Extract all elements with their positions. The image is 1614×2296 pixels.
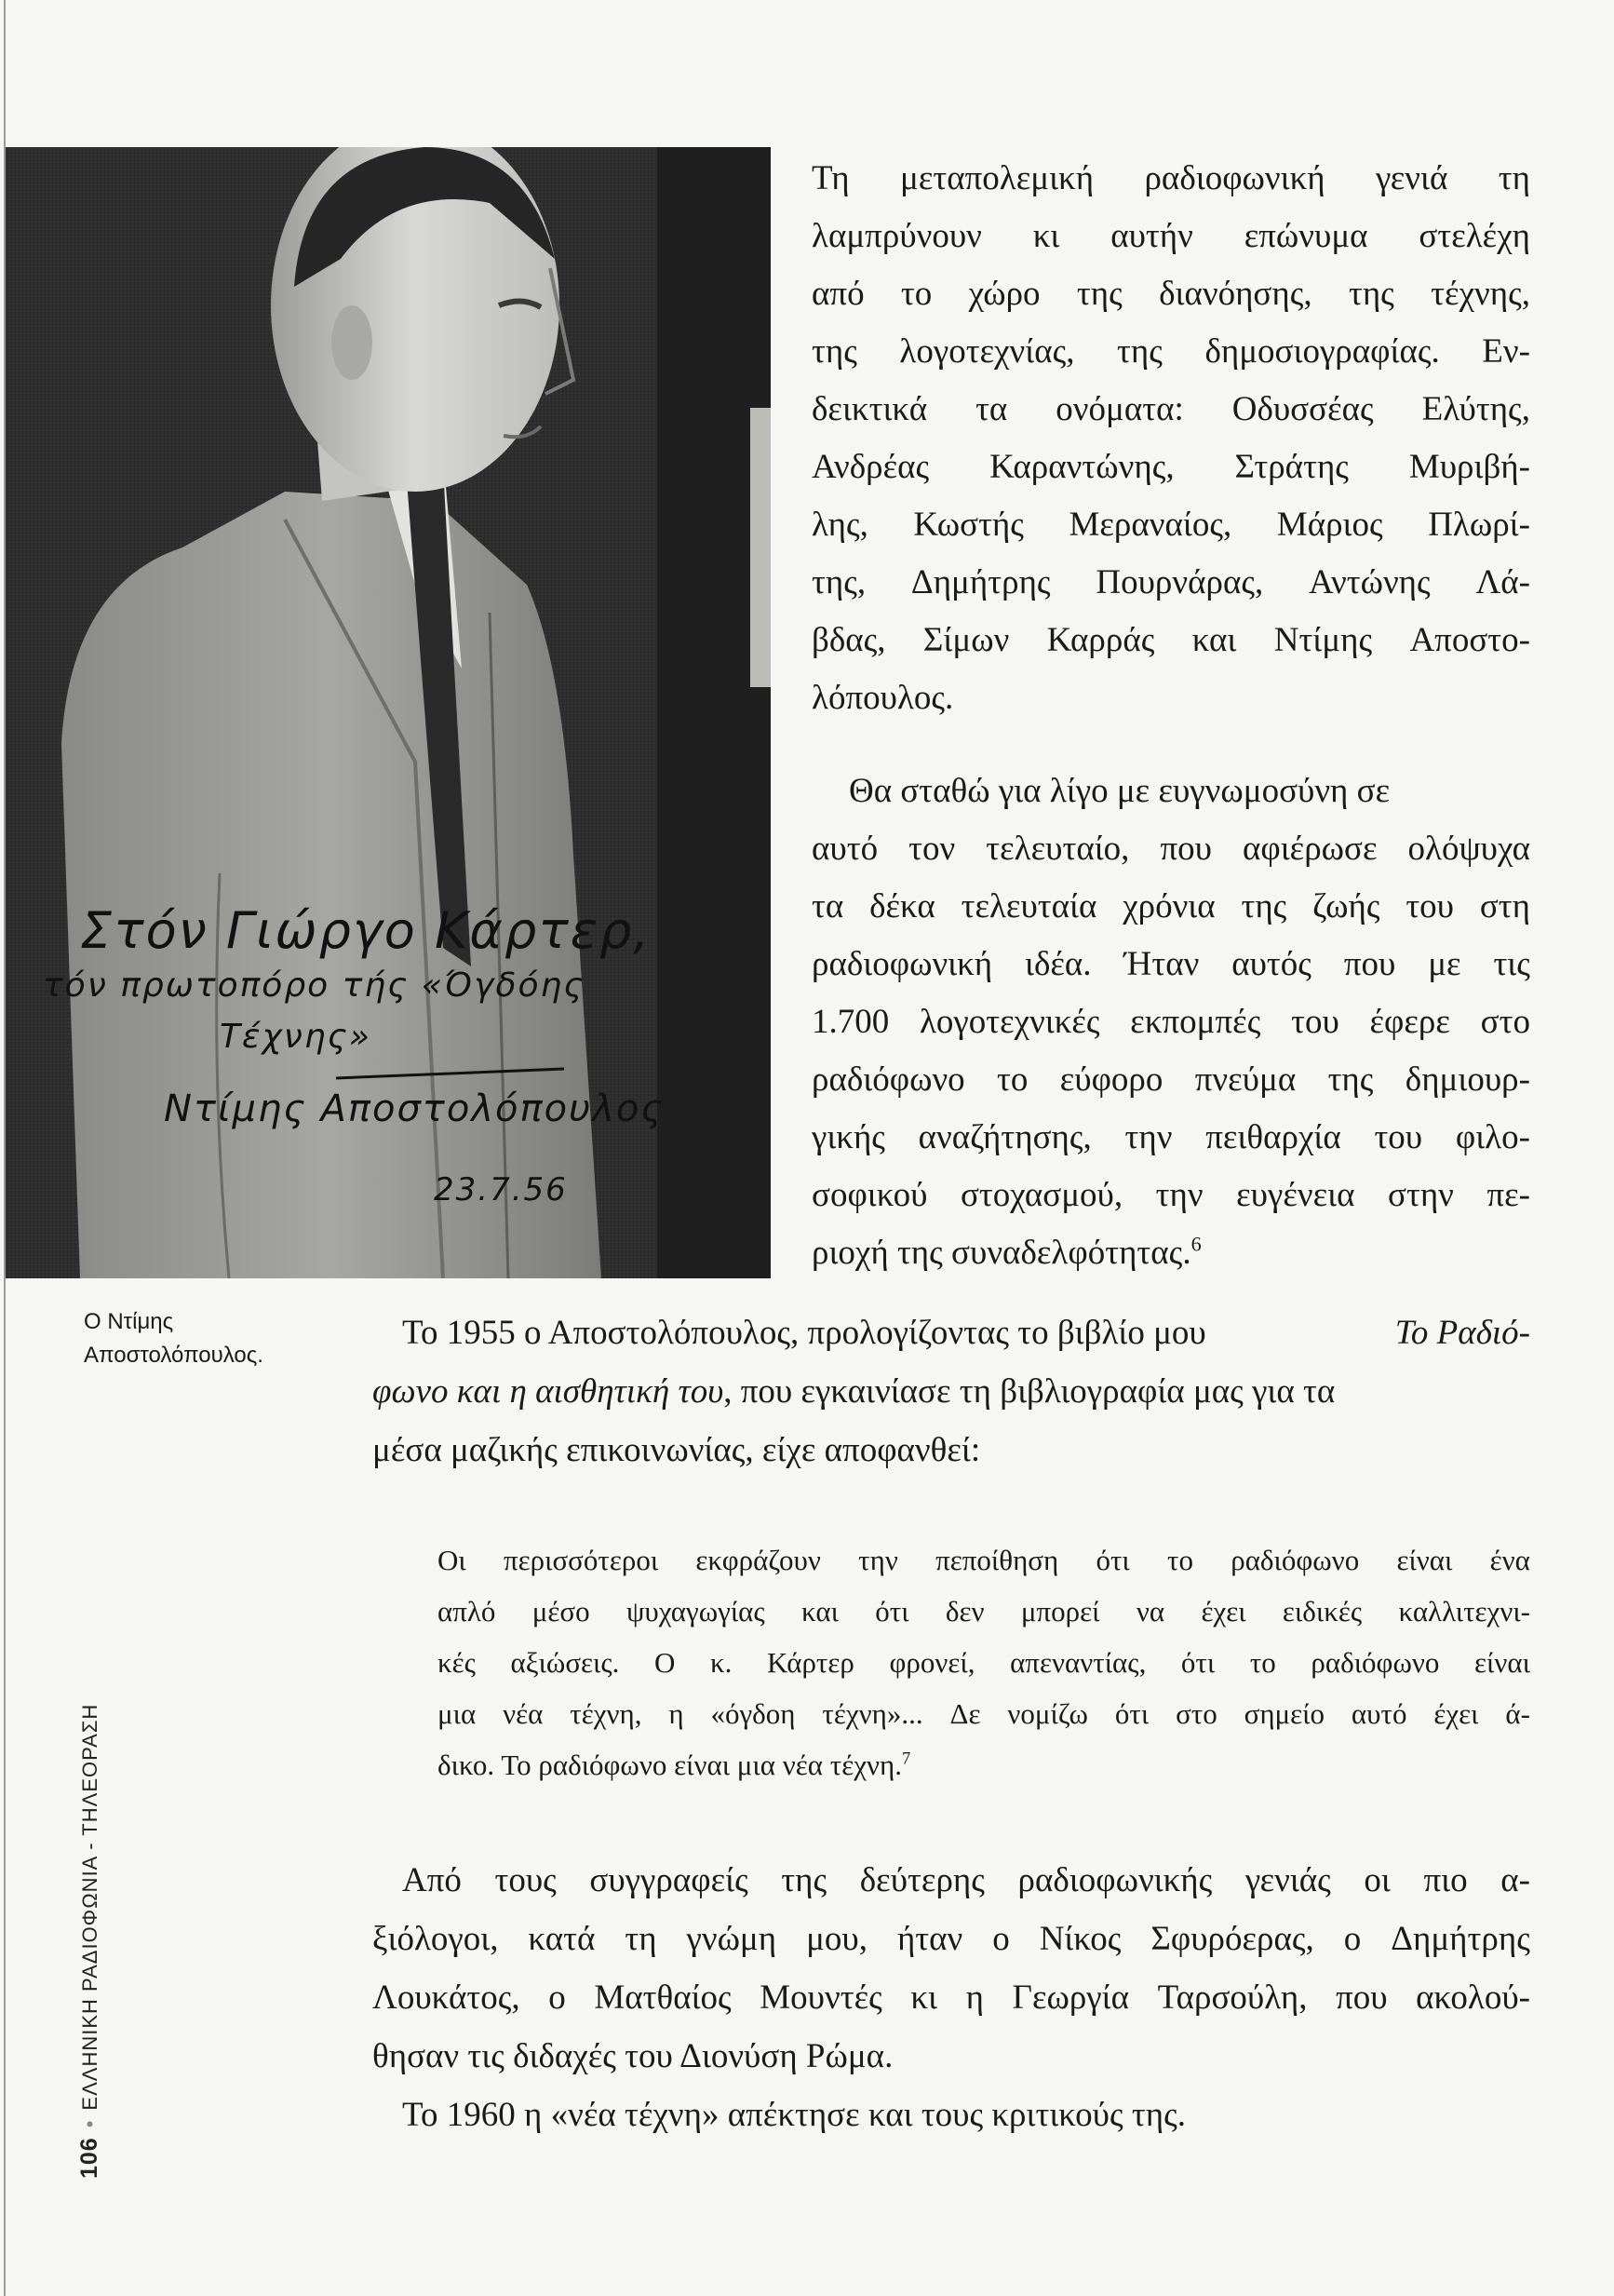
word: δέκα — [869, 887, 935, 925]
word: μεταπολεμική — [899, 159, 1095, 197]
word: ραδιόφωνο — [812, 1060, 965, 1099]
text-line — [812, 888, 1530, 925]
word: επώνυμα — [1244, 217, 1368, 255]
word: χώρο — [968, 275, 1041, 313]
word: Ελύτης, — [1421, 390, 1530, 428]
text-line — [812, 333, 1530, 371]
word: έφερε — [1369, 1003, 1450, 1041]
text-line: Το 1960 η «νέα τέχνη» απέκτησε και τους κριτικούς της. — [402, 2096, 1186, 2134]
word: στη — [1479, 887, 1530, 925]
word: λης, — [812, 506, 868, 544]
word: η — [965, 1979, 984, 2017]
dedication-line-2: τόν πρωτοπόρο τής «Όγδόης — [43, 966, 585, 1005]
word: μου, — [806, 1920, 868, 1958]
text-line — [812, 276, 1530, 313]
word: αυτός — [1231, 945, 1311, 983]
word: Δε — [949, 1697, 981, 1730]
word: τελευταίο, — [986, 830, 1130, 868]
text-line — [812, 622, 1530, 659]
word: Μάριος — [1276, 506, 1383, 544]
word: βδας, — [812, 621, 886, 659]
word: Αντώνης — [1309, 563, 1431, 601]
word: Μουντές — [760, 1979, 882, 2017]
quote-line-content: δικο. Το ραδιόφωνο είναι μια νέα τέχνη. — [437, 1749, 902, 1781]
word: δεν — [945, 1595, 985, 1627]
text-line: λόπουλος. — [812, 679, 954, 717]
word: το — [900, 275, 933, 313]
word: Γεωργία — [1012, 1979, 1129, 2017]
word: κ. — [710, 1646, 733, 1679]
word: Κωστής — [913, 506, 1024, 544]
word: να — [1136, 1595, 1165, 1627]
word: της — [1327, 1060, 1374, 1099]
word: πε- — [1486, 1176, 1530, 1214]
word: 1.700 — [812, 1003, 890, 1041]
word: εκφράζουν — [695, 1544, 821, 1576]
word: δημιουρ- — [1405, 1060, 1530, 1099]
word: εκπομπές — [1130, 1003, 1261, 1041]
word: ευγένεια — [1236, 1176, 1355, 1214]
text-line — [812, 1119, 1530, 1156]
word: ζωής — [1312, 887, 1380, 925]
word: ψυχαγωγίας — [625, 1595, 765, 1627]
word: του — [1291, 1003, 1339, 1041]
word: Νίκος — [1039, 1920, 1122, 1958]
text-line — [812, 506, 1530, 544]
word: Καραντώνης, — [989, 448, 1175, 486]
word: Πλωρί- — [1428, 506, 1530, 544]
word: Τη — [812, 159, 850, 197]
word: Εν- — [1482, 332, 1530, 371]
word: λογοτεχνικές — [919, 1003, 1100, 1041]
word: την — [1155, 1176, 1204, 1214]
word: ακολού- — [1416, 1979, 1530, 2017]
word: Ματθαίος — [594, 1979, 732, 2017]
word: Δημήτρης — [910, 563, 1051, 601]
word: μια — [437, 1697, 477, 1730]
word: Από — [402, 1861, 462, 1899]
text-line — [812, 1232, 1202, 1272]
word: ραδιοφωνική — [812, 945, 993, 983]
word: τον — [908, 830, 956, 868]
word: λαμπρύνουν — [812, 217, 982, 255]
word: Ο — [654, 1646, 676, 1679]
text-line — [812, 1061, 1530, 1099]
word: ότι — [1180, 1646, 1216, 1679]
quote-line — [437, 1644, 1530, 1681]
word: αφιέρωσε — [1242, 830, 1378, 868]
word: ραδιόφωνο — [1231, 1544, 1360, 1576]
word: τη — [1498, 159, 1530, 197]
text-line — [812, 831, 1530, 868]
word: αξιώσεις. — [510, 1646, 620, 1679]
word: τέχνη»... — [822, 1697, 923, 1730]
word: ονόματα: — [1056, 390, 1184, 428]
word: σοφικού — [812, 1176, 928, 1214]
word: ότι — [875, 1595, 909, 1627]
word: αυτήν — [1110, 217, 1193, 255]
book-title-part-2: φωνο και η αισθητική του — [372, 1372, 724, 1411]
word: ήταν — [896, 1920, 963, 1958]
text-line — [812, 564, 1530, 601]
word: Σίμων — [922, 621, 1010, 659]
word: της — [781, 1861, 827, 1899]
dedication-line-3: Τέχνης» — [220, 1018, 372, 1056]
word: γενιά — [1376, 159, 1448, 197]
word: φιλο- — [1455, 1118, 1530, 1156]
word: που — [1336, 1979, 1388, 2017]
word: η — [668, 1697, 684, 1730]
quote-line — [437, 1747, 910, 1784]
text-line: μέσα μαζικής επικοινωνίας, είχε αποφανθεί: — [372, 1431, 981, 1469]
word: τελευταία — [961, 887, 1097, 925]
word: της — [1241, 887, 1287, 925]
word: κι — [910, 1979, 937, 2017]
text-line — [812, 1177, 1530, 1214]
word: μέσο — [531, 1595, 590, 1627]
word: ότι — [1096, 1544, 1130, 1576]
text-line — [812, 449, 1530, 486]
text-line — [812, 1004, 1530, 1041]
word: ολόψυχα — [1407, 830, 1530, 868]
text-line — [402, 1315, 1530, 1352]
word: ο — [992, 1920, 1010, 1958]
word: πειθαρχία — [1205, 1118, 1341, 1156]
text-line: Θα σταθώ για λίγο με ευγνωμοσύνη σε — [849, 772, 1391, 810]
word: έχει — [1433, 1697, 1479, 1730]
text-segment: , που εγκαινίασε τη βιβλιογραφία μας για τα — [723, 1372, 1336, 1411]
word: λογοτεχνίας, — [899, 332, 1075, 371]
page-number: 106 — [76, 2137, 102, 2179]
text-line-content: ριοχή της συναδελφότητας. — [812, 1234, 1191, 1272]
word: Λουκάτος, — [372, 1979, 520, 2017]
word: «όγδοη — [710, 1697, 796, 1730]
word: στο — [1176, 1697, 1217, 1730]
word: τα — [812, 887, 844, 925]
word: τέχνης, — [1431, 275, 1530, 313]
word: Μεραναίος, — [1069, 506, 1232, 544]
word: Ανδρέας — [812, 448, 930, 486]
footnote-marker: 7 — [902, 1749, 911, 1769]
word: απλό — [437, 1595, 496, 1627]
word: Ταρσούλη, — [1157, 1979, 1308, 2017]
dedication-line-1: Στόν Γιώργο Κάρτερ, — [80, 901, 652, 960]
word: σημείο — [1244, 1697, 1325, 1730]
dedication-date: 23.7.56 — [434, 1171, 568, 1209]
word: νομίζω — [1007, 1697, 1088, 1730]
running-head — [76, 1704, 103, 2179]
word: ραδιοφωνική — [1144, 159, 1325, 197]
word: Πουρνάρας, — [1096, 563, 1264, 601]
word: την — [1124, 1118, 1173, 1156]
word: Στράτης — [1234, 448, 1349, 486]
word: Δημήτρης — [1391, 1920, 1530, 1958]
word: τα — [975, 390, 1008, 428]
word: Ήταν — [1123, 945, 1200, 983]
quote-line — [437, 1542, 1530, 1579]
word: της — [1348, 275, 1394, 313]
word: δεικτικά — [812, 390, 928, 428]
word: διανόησης, — [1159, 275, 1312, 313]
word: στοχασμού, — [960, 1176, 1123, 1214]
word: τις — [1493, 945, 1530, 983]
word: δημοσιογραφίας. — [1204, 332, 1440, 371]
word: Λά- — [1475, 563, 1530, 601]
text-line — [812, 160, 1530, 197]
word: συγγραφείς — [589, 1861, 748, 1899]
word: αυτό — [812, 830, 879, 868]
word: φρονεί, — [889, 1646, 975, 1679]
word: καλλιτεχνι- — [1398, 1595, 1530, 1627]
word: περισσότεροι — [503, 1544, 659, 1576]
word: ά- — [1505, 1697, 1530, 1730]
word: την — [858, 1544, 898, 1576]
quote-line — [437, 1593, 1530, 1630]
word: της — [1076, 275, 1123, 313]
word: που — [1343, 945, 1396, 983]
bullet-separator: • — [78, 2119, 101, 2128]
word: ένα — [1489, 1544, 1530, 1576]
word: το — [997, 1060, 1029, 1099]
word: οι — [1364, 1861, 1391, 1899]
book-title: ΕΛΛΗΝΙΚΗ ΡΑΔΙΟΦΩΝΙΑ - ΤΗΛΕΟΡΑΣΗ — [78, 1703, 101, 2111]
word: νέα — [503, 1697, 544, 1730]
book-title-part-1: Το Ραδιό- — [1394, 1314, 1530, 1352]
word: Κάρτερ — [766, 1646, 854, 1679]
word: στελέχη — [1419, 217, 1530, 255]
word: α- — [1500, 1861, 1530, 1899]
word: Οι — [437, 1544, 466, 1576]
word: αυτό — [1351, 1697, 1407, 1730]
photo-caption — [84, 1305, 263, 1372]
portrait-photo — [6, 147, 771, 1278]
word: που — [1160, 830, 1212, 868]
word: απεναντίας, — [1010, 1646, 1147, 1679]
text-line — [812, 946, 1530, 983]
word: και — [1191, 621, 1237, 659]
word: ραδιοφωνικής — [1017, 1861, 1213, 1899]
word: Οδυσσέας — [1231, 390, 1374, 428]
word: στο — [1480, 1003, 1530, 1041]
word: στην — [1388, 1176, 1454, 1214]
word: ξιόλογοι, — [372, 1920, 499, 1958]
text-line — [372, 1979, 1530, 2017]
word: πεποίθηση — [935, 1544, 1059, 1576]
word: τέχνη, — [570, 1697, 642, 1730]
word: της — [1117, 332, 1163, 371]
word: χρόνια — [1123, 887, 1216, 925]
word: πνεύμα — [1194, 1060, 1297, 1099]
word: Καρράς — [1046, 621, 1155, 659]
text-line — [372, 1373, 1335, 1411]
caption-line: Αποστολόπουλος. — [84, 1343, 263, 1368]
word: ότι — [1114, 1697, 1150, 1730]
word: γνώμη — [686, 1920, 777, 1958]
word: και — [801, 1595, 839, 1627]
word: κατά — [528, 1920, 596, 1958]
word: ιδέα. — [1025, 945, 1092, 983]
quote-line — [437, 1695, 1530, 1733]
dedication-signature: Ντίμης Αποστολόπουλος — [164, 1087, 665, 1130]
word: Ντίμης — [1273, 621, 1373, 659]
word: Σφυρόερας, — [1150, 1920, 1314, 1958]
text-line — [812, 391, 1530, 428]
word: τη — [625, 1920, 657, 1958]
text-segment: Το 1955 ο Αποστολόπουλος, προλογίζοντας το βιβλίο μου — [402, 1314, 1206, 1352]
word: το — [1249, 1646, 1276, 1679]
text-line: θησαν τις διδαχές του Διονύση Ρώμα. — [372, 2037, 894, 2075]
word: είναι — [1473, 1646, 1530, 1679]
text-line — [372, 1921, 1530, 1958]
caption-line: Ο Ντίμης — [84, 1309, 174, 1334]
text-line — [812, 218, 1530, 255]
word: από — [812, 275, 865, 313]
word: πιο — [1423, 1861, 1468, 1899]
word: αναζήτησης, — [918, 1118, 1092, 1156]
word: κι — [1032, 217, 1060, 255]
word: το — [1167, 1544, 1193, 1576]
word: μπορεί — [1020, 1595, 1100, 1627]
word: εύφορο — [1059, 1060, 1163, 1099]
text-line — [402, 1862, 1530, 1899]
footnote-marker: 6 — [1190, 1232, 1202, 1256]
word: έχει — [1201, 1595, 1246, 1627]
word: με — [1428, 945, 1461, 983]
word: γενιάς — [1244, 1861, 1331, 1899]
word: ο — [548, 1979, 566, 2017]
word: τους — [494, 1861, 557, 1899]
word: της — [812, 332, 857, 371]
word: του — [1406, 887, 1455, 925]
word: του — [1374, 1118, 1423, 1156]
word: της, — [812, 563, 867, 601]
word: κές — [437, 1646, 476, 1679]
word: ειδικές — [1282, 1595, 1363, 1627]
word: ραδιόφωνο — [1311, 1646, 1440, 1679]
word: είναι — [1396, 1544, 1453, 1576]
word: δεύτερης — [859, 1861, 985, 1899]
word: γικής — [812, 1118, 885, 1156]
word: ο — [1343, 1920, 1362, 1958]
word: Μυριβή- — [1408, 448, 1530, 486]
word: Αποστο- — [1409, 621, 1530, 659]
